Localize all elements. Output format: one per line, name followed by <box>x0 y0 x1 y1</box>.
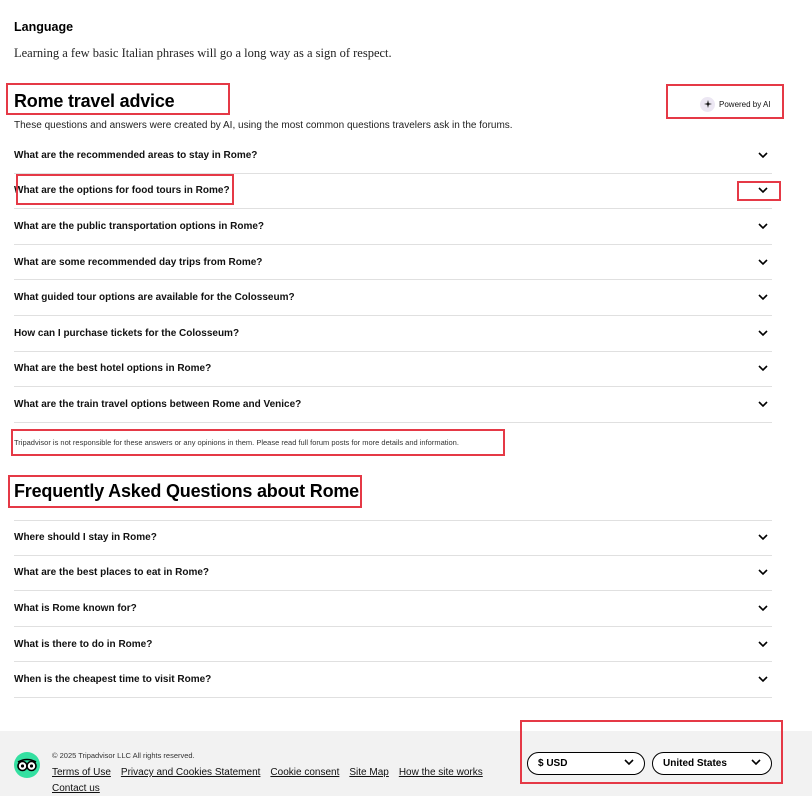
question-text: What are the recommended areas to stay in Rome? <box>14 149 258 161</box>
highlight-box <box>666 84 784 119</box>
advice-question-row[interactable] <box>14 138 772 174</box>
question-text: What is there to do in Rome? <box>14 638 153 650</box>
cookie-consent-link[interactable]: Cookie consent <box>270 767 340 778</box>
question-text: Where should I stay in Rome? <box>14 532 157 544</box>
currency-value: $ USD <box>538 758 568 769</box>
chevron-down-icon[interactable] <box>756 148 770 162</box>
chevron-down-icon[interactable] <box>756 673 770 687</box>
faq-question-row[interactable] <box>14 591 772 627</box>
advice-title: Rome travel advice <box>14 91 175 111</box>
advice-question-row[interactable] <box>14 245 772 281</box>
chevron-down-icon[interactable] <box>756 255 770 269</box>
advice-question-row[interactable] <box>14 209 772 245</box>
faq-question-row[interactable] <box>14 662 772 698</box>
copyright: © 2025 Tripadvisor LLC All rights reserved. <box>52 751 195 760</box>
question-text: What are the options for food tours in Rome? <box>14 185 230 197</box>
highlight-box <box>16 174 234 205</box>
question-text: What guided tour options are available for the Colosseum? <box>14 292 295 304</box>
contact-us-link[interactable]: Contact us <box>52 783 100 794</box>
badge-label: Powered by AI <box>719 99 771 109</box>
chevron-down-icon[interactable] <box>756 362 770 376</box>
highlight-box <box>520 720 783 784</box>
highlight-box <box>11 429 505 456</box>
faq-title: Frequently Asked Questions about Rome <box>14 481 359 501</box>
highlight-box <box>737 181 781 201</box>
highlight-box <box>6 83 230 115</box>
terms-of-use-link[interactable]: Terms of Use <box>52 767 111 778</box>
question-text: What are the best hotel options in Rome? <box>14 363 212 375</box>
privacy-link[interactable]: Privacy and Cookies Statement <box>120 767 261 778</box>
question-text: When is the cheapest time to visit Rome? <box>14 674 212 686</box>
advice-question-row[interactable] <box>14 352 772 388</box>
advice-question-row[interactable] <box>14 316 772 352</box>
advice-question-row[interactable] <box>14 280 772 316</box>
advice-subtitle: These questions and answers were created by AI, using the most common questions travelers ask in the forums. <box>14 120 513 131</box>
question-text: How can I purchase tickets for the Colosseum? <box>14 327 240 339</box>
question-text: What is Rome known for? <box>14 602 137 614</box>
question-text: What are the public transportation options in Rome? <box>14 220 265 232</box>
question-text: What are some recommended day trips from Rome? <box>14 256 263 268</box>
faq-question-row[interactable] <box>14 627 772 663</box>
chevron-down-icon[interactable] <box>756 397 770 411</box>
chevron-down-icon[interactable] <box>756 637 770 651</box>
chevron-down-icon[interactable] <box>756 326 770 340</box>
chevron-down-icon[interactable] <box>756 566 770 580</box>
chevron-down-icon[interactable] <box>756 601 770 615</box>
ai-disclaimer: Tripadvisor is not responsible for these answers or any opinions in them. Please read full forum posts for more details and information. <box>14 438 459 447</box>
question-text: What are the best places to eat in Rome? <box>14 567 210 579</box>
tripadvisor-logo-icon[interactable] <box>14 752 40 778</box>
site-map-link[interactable]: Site Map <box>349 767 389 778</box>
footer <box>0 731 812 796</box>
faq-question-row[interactable] <box>14 520 772 556</box>
faq-question-row[interactable] <box>14 556 772 592</box>
highlight-box <box>8 475 362 508</box>
faq-question-list <box>14 520 772 698</box>
language-text: Learning a few basic Italian phrases will go a long way as a sign of respect. <box>14 46 392 60</box>
chevron-down-icon[interactable] <box>756 219 770 233</box>
language-heading: Language <box>14 20 74 34</box>
chevron-down-icon[interactable] <box>756 531 770 545</box>
chevron-down-icon[interactable] <box>756 291 770 305</box>
how-site-works-link[interactable]: How the site works <box>398 767 483 778</box>
footer-links <box>52 765 522 797</box>
advice-question-row[interactable] <box>14 387 772 423</box>
question-text: What are the train travel options between Rome and Venice? <box>14 398 302 410</box>
country-value: United States <box>663 758 727 769</box>
